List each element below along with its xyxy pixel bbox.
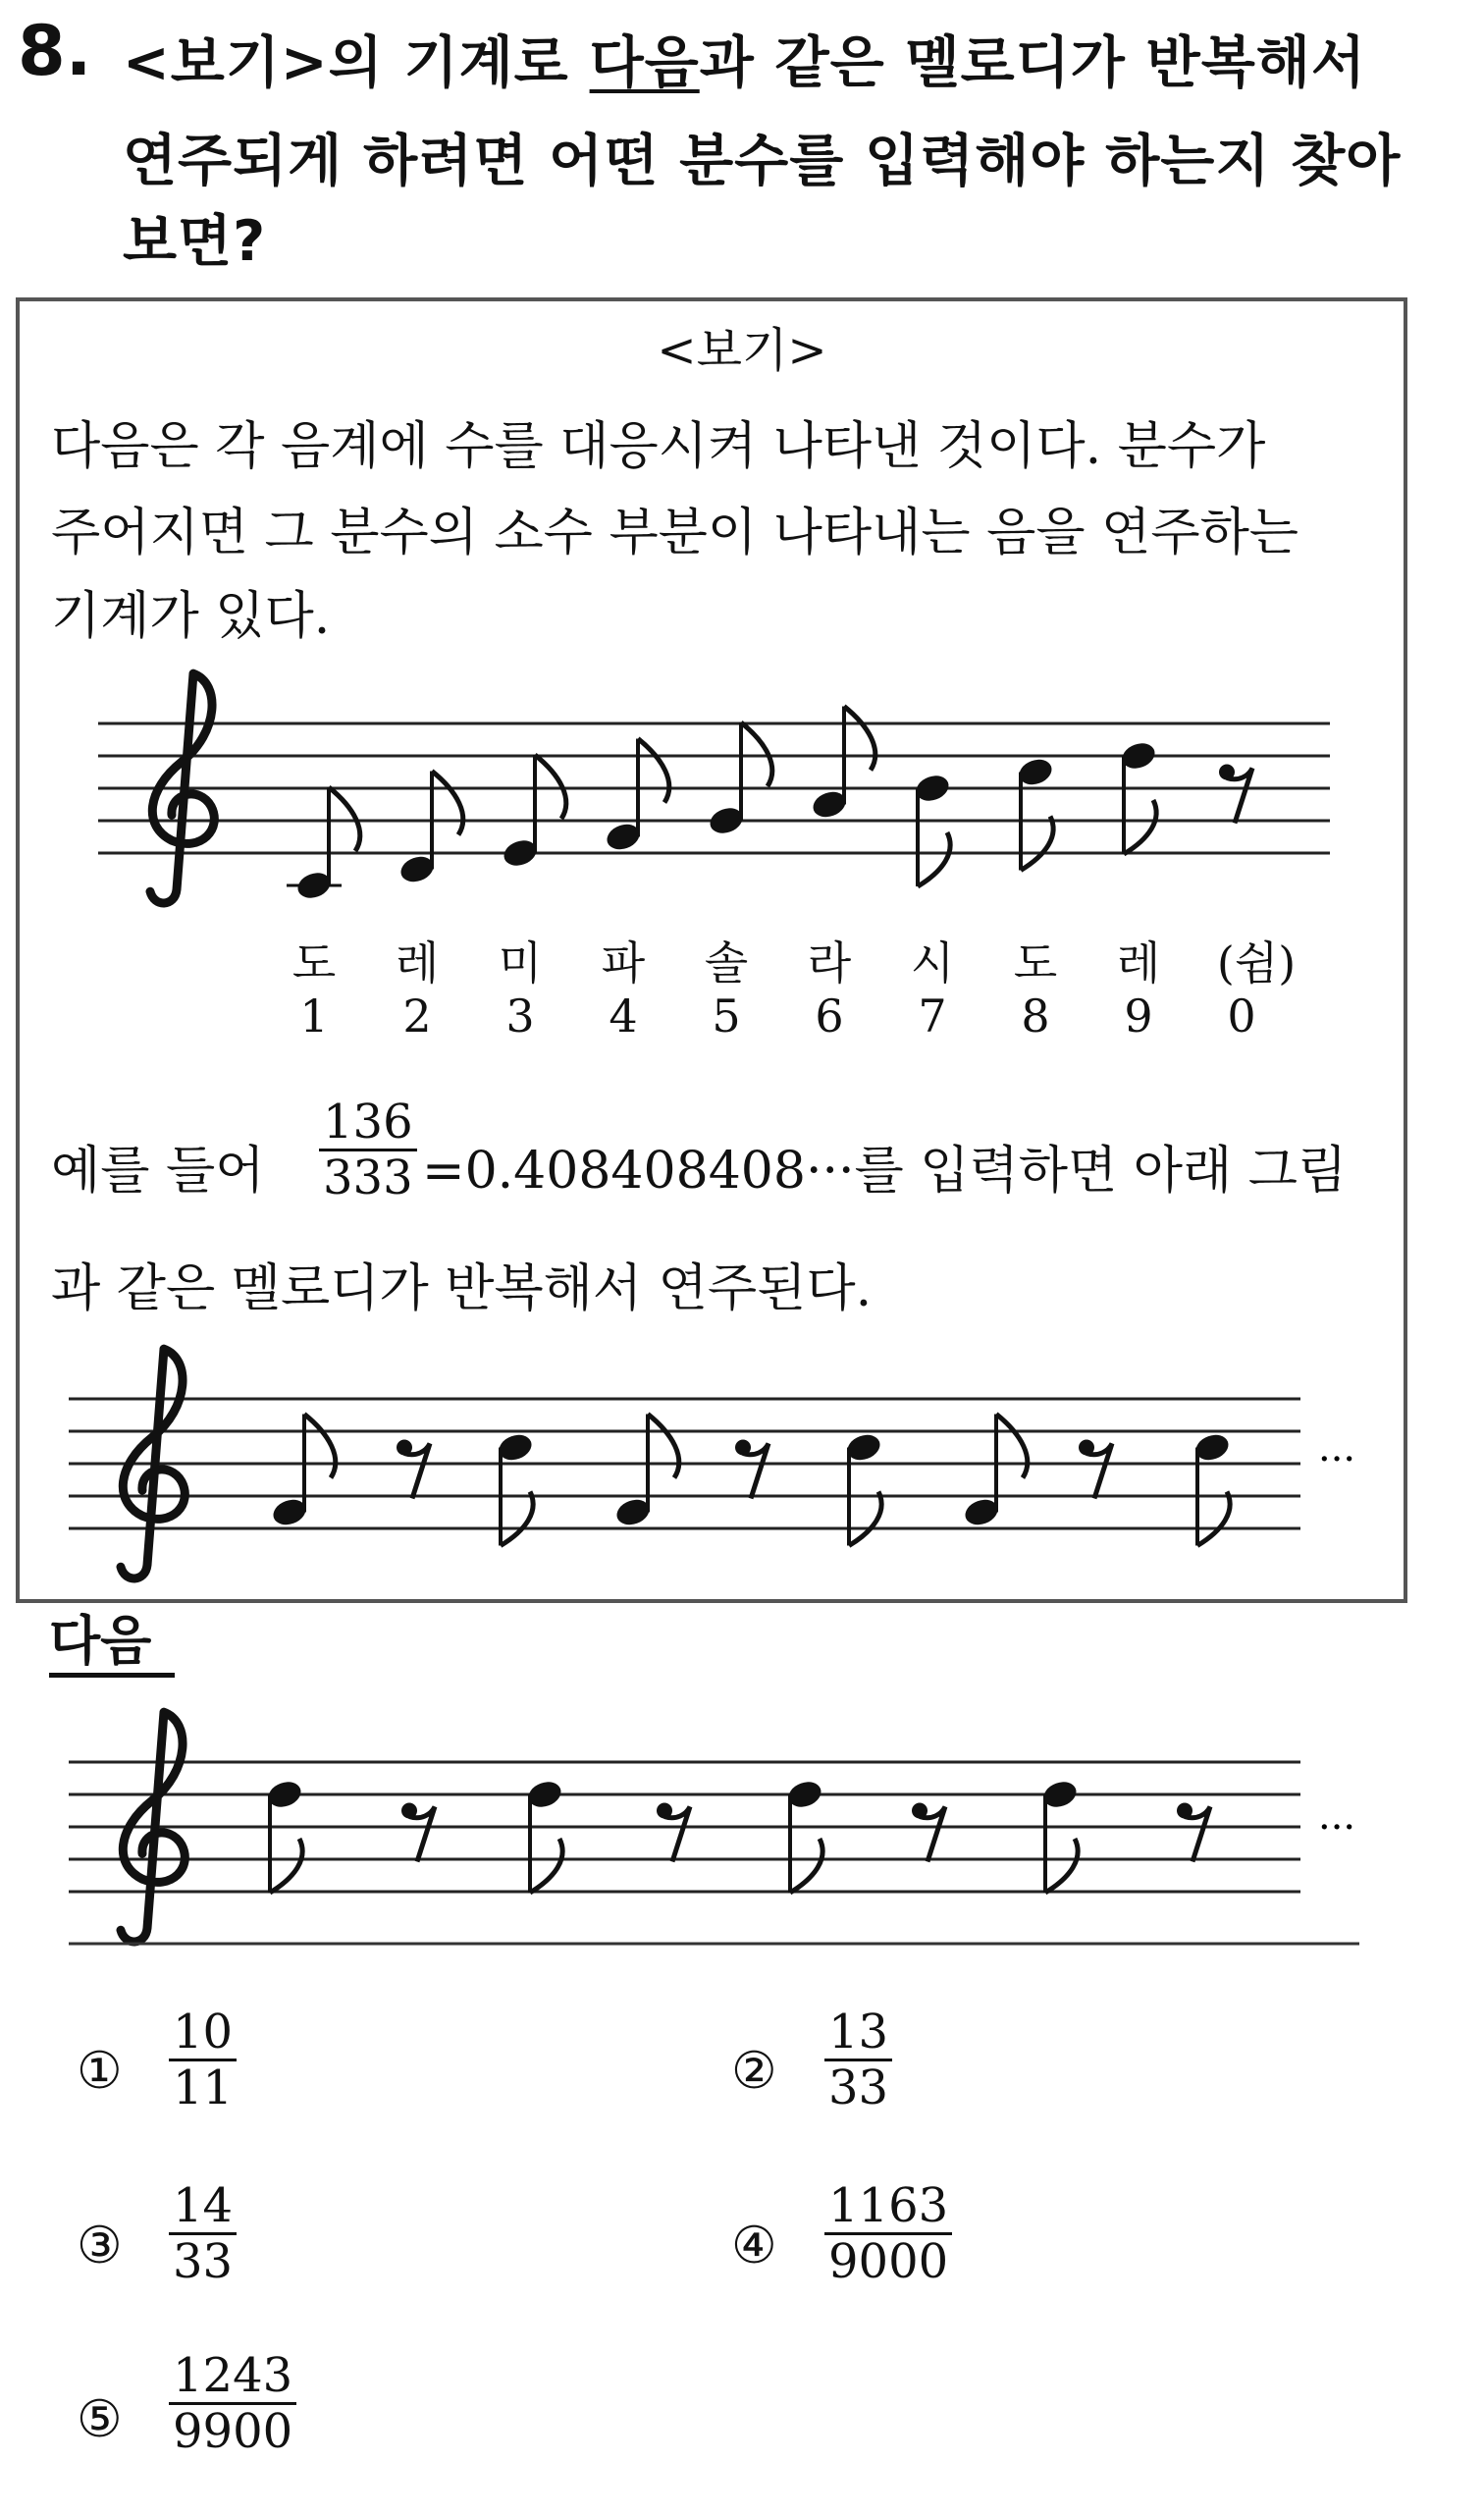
note-number: 3: [505, 990, 535, 1043]
choice-1-mark: ①: [77, 2042, 123, 2101]
example-text-line-1: 다음은 각 음계에 수를 대응시켜 나타낸 것이다. 분수가: [51, 417, 1266, 476]
note-flag: [270, 1839, 302, 1893]
choice-4-denominator: 9000: [828, 2234, 949, 2290]
example-text-line-3: 기계가 있다.: [51, 587, 331, 646]
note-number: 5: [712, 990, 741, 1043]
note-number: 2: [402, 990, 432, 1043]
note-number: 7: [918, 990, 947, 1043]
note-flag: [1124, 800, 1156, 854]
underlined-word: 다음: [589, 30, 700, 95]
note-number: 1: [299, 990, 329, 1043]
question-line-2: 연주되게 하려면 어떤 분수를 입력해야 하는지 찾아: [123, 129, 1402, 193]
choice-2-denominator: 33: [828, 2060, 889, 2116]
note-flag: [530, 1839, 562, 1893]
choice-4-numerator: 1163: [824, 2181, 952, 2235]
note-name: 미: [498, 936, 543, 990]
choice-3-mark: ③: [77, 2217, 123, 2275]
choice-1-numerator: 10: [169, 2007, 237, 2061]
staff-next-melody: [69, 1712, 1300, 1942]
note-name: 레: [395, 936, 440, 990]
example-ellipsis: ···: [1318, 1437, 1356, 1482]
note-name: 레: [1116, 936, 1161, 990]
staff-example-melody: [69, 1349, 1300, 1578]
question-line-1: <보기>의 기계로 다음과 같은 멜로디가 반복해서: [123, 30, 1366, 95]
choice-5-numerator: 1243: [169, 2351, 296, 2405]
choice-3-denominator: 33: [173, 2234, 234, 2290]
note-flag: [849, 1492, 881, 1546]
next-label: 다음: [49, 1610, 175, 1678]
example-prefix: 예를 들어: [51, 1142, 265, 1201]
choice-5-denominator: 9900: [173, 2404, 293, 2460]
note-name: 솔: [704, 936, 749, 990]
example-text-line-4: 과 같은 멜로디가 반복해서 연주된다.: [51, 1259, 873, 1318]
example-equation: =0.408408408···를 입력하면 아래 그림: [422, 1142, 1348, 1201]
choice-4-mark: ④: [731, 2217, 777, 2275]
choice-2-numerator: 13: [824, 2007, 892, 2061]
note-flag: [1021, 817, 1053, 871]
note-flag: [638, 739, 669, 803]
note-number: 9: [1124, 990, 1153, 1043]
note-flag: [501, 1492, 533, 1546]
choice-2-mark: ②: [731, 2042, 777, 2101]
example-denominator: 333: [323, 1150, 413, 1206]
question-line-3: 보면?: [123, 209, 267, 274]
note-name: 파: [601, 936, 646, 990]
note-name: 도: [1013, 936, 1058, 990]
choice-3-numerator: 14: [169, 2181, 237, 2235]
note-flag: [304, 1415, 336, 1478]
note-name: 도: [292, 936, 337, 990]
note-number: 0: [1227, 990, 1256, 1043]
question-number: 8.: [18, 11, 92, 91]
example-box-title: <보기>: [657, 323, 827, 378]
note-flag: [918, 832, 950, 886]
note-number: 8: [1021, 990, 1050, 1043]
note-flag: [1197, 1492, 1230, 1546]
note-name: 라: [807, 936, 852, 990]
choice-1-denominator: 11: [173, 2060, 234, 2116]
note-flag: [1045, 1839, 1078, 1893]
note-number: 4: [609, 990, 638, 1043]
note-flag: [648, 1415, 679, 1478]
example-text-line-2: 주어지면 그 분수의 소수 부분이 나타내는 음을 연주하는: [51, 504, 1299, 562]
choice-5-mark: ⑤: [77, 2390, 123, 2449]
note-flag: [996, 1415, 1028, 1478]
note-flag: [844, 707, 875, 771]
note-name: (쉼): [1216, 936, 1297, 990]
next-ellipsis: ···: [1318, 1805, 1356, 1850]
note-number: 6: [815, 990, 844, 1043]
staff-note-chart: [98, 673, 1330, 903]
example-numerator: 136: [319, 1097, 417, 1151]
note-flag: [790, 1839, 822, 1893]
note-flag: [432, 772, 463, 835]
note-name: 시: [910, 936, 955, 990]
